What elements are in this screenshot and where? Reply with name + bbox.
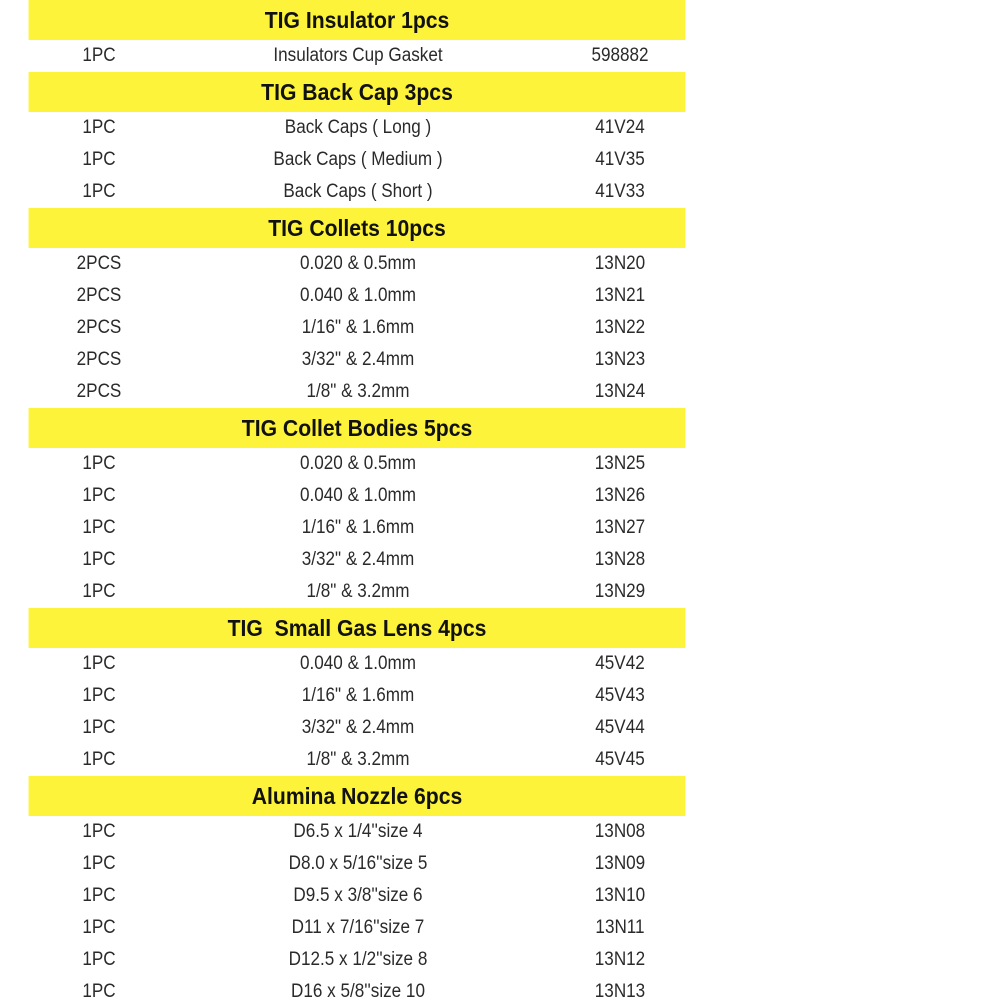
table-row: [0, 880, 714, 912]
description-cell: 0.020 & 0.5mm: [300, 453, 416, 474]
table-row: [0, 512, 714, 544]
part-code-cell: 13N20: [594, 253, 646, 274]
table-row: [0, 248, 714, 280]
table-row: [0, 376, 714, 408]
description-cell: 1/16" & 1.6mm: [301, 317, 415, 338]
quantity-cell: 1PC: [82, 821, 116, 842]
description-cell: D8.0 x 5/16''size 5: [288, 853, 428, 874]
quantity-cell: 1PC: [82, 981, 116, 1002]
quantity-cell: 1PC: [82, 853, 116, 874]
quantity-cell: 1PC: [82, 117, 116, 138]
section-header: TIG Collet Bodies 5pcs: [29, 408, 686, 448]
section-alumina-nozzle: [0, 776, 714, 1008]
quantity-cell: 2PCS: [76, 381, 122, 402]
quantity-cell: 1PC: [82, 685, 116, 706]
quantity-cell: 1PC: [82, 485, 116, 506]
table-row: [0, 448, 714, 480]
quantity-cell: 1PC: [82, 653, 116, 674]
section-tig-insulator: [0, 0, 714, 72]
part-code-cell: 45V43: [595, 685, 645, 706]
table-row: [0, 144, 714, 176]
description-cell: D9.5 x 3/8''size 6: [293, 885, 423, 906]
part-code-cell: 13N25: [594, 453, 646, 474]
quantity-cell: 1PC: [82, 549, 116, 570]
part-code-cell: 13N11: [595, 917, 645, 938]
description-cell: 1/8" & 3.2mm: [306, 381, 410, 402]
quantity-cell: 1PC: [82, 453, 116, 474]
part-code-cell: 41V35: [595, 149, 645, 170]
description-cell: Back Caps ( Short ): [283, 181, 433, 202]
description-cell: D16 x 5/8''size 10: [291, 981, 425, 1002]
quantity-cell: 2PCS: [76, 253, 122, 274]
section-tig-collet-bodies: [0, 408, 714, 608]
description-cell: 1/16" & 1.6mm: [301, 685, 415, 706]
table-row: [0, 344, 714, 376]
section-tig-collets: [0, 208, 714, 408]
quantity-cell: 1PC: [82, 717, 116, 738]
description-cell: Back Caps ( Long ): [284, 117, 432, 138]
description-cell: Insulators Cup Gasket: [273, 45, 443, 66]
part-code-cell: 13N26: [594, 485, 646, 506]
description-cell: 0.020 & 0.5mm: [300, 253, 416, 274]
part-code-cell: 13N29: [594, 581, 646, 602]
section-header: TIG Insulator 1pcs: [29, 0, 686, 40]
table-row: [0, 112, 714, 144]
part-code-cell: 13N24: [594, 381, 646, 402]
table-row: [0, 712, 714, 744]
section-header: Alumina Nozzle 6pcs: [29, 776, 686, 816]
part-code-cell: 13N28: [594, 549, 646, 570]
part-code-cell: 13N21: [594, 285, 646, 306]
part-code-cell: 598882: [591, 45, 649, 66]
quantity-cell: 2PCS: [76, 317, 122, 338]
part-code-cell: 13N09: [594, 853, 646, 874]
quantity-cell: 1PC: [82, 917, 116, 938]
section-header: TIG Small Gas Lens 4pcs: [29, 608, 686, 648]
table-row: [0, 944, 714, 976]
description-cell: 3/32" & 2.4mm: [301, 549, 415, 570]
description-cell: 0.040 & 1.0mm: [300, 285, 416, 306]
part-code-cell: 45V45: [595, 749, 645, 770]
table-row: [0, 176, 714, 208]
quantity-cell: 1PC: [82, 45, 116, 66]
quantity-cell: 1PC: [82, 149, 116, 170]
quantity-cell: 1PC: [82, 581, 116, 602]
table-row: [0, 576, 714, 608]
table-row: [0, 744, 714, 776]
quantity-cell: 1PC: [82, 181, 116, 202]
section-header: TIG Back Cap 3pcs: [29, 72, 686, 112]
description-cell: 3/32" & 2.4mm: [301, 717, 415, 738]
part-code-cell: 13N13: [594, 981, 646, 1002]
table-row: [0, 480, 714, 512]
part-code-cell: 13N27: [594, 517, 646, 538]
table-row: [0, 912, 714, 944]
section-tig-back-cap: [0, 72, 714, 208]
part-code-cell: 13N10: [594, 885, 646, 906]
quantity-cell: 1PC: [82, 949, 116, 970]
part-code-cell: 45V42: [595, 653, 645, 674]
description-cell: D11 x 7/16''size 7: [291, 917, 425, 938]
quantity-cell: 1PC: [82, 517, 116, 538]
table-row: [0, 680, 714, 712]
description-cell: Back Caps ( Medium ): [273, 149, 443, 170]
part-code-cell: 13N08: [594, 821, 646, 842]
table-row: [0, 280, 714, 312]
quantity-cell: 2PCS: [76, 349, 122, 370]
section-header: TIG Collets 10pcs: [29, 208, 686, 248]
table-row: [0, 848, 714, 880]
quantity-cell: 1PC: [82, 749, 116, 770]
description-cell: D6.5 x 1/4''size 4: [293, 821, 423, 842]
quantity-cell: 1PC: [82, 885, 116, 906]
description-cell: 1/8" & 3.2mm: [306, 581, 410, 602]
part-code-cell: 13N23: [594, 349, 646, 370]
description-cell: 1/16" & 1.6mm: [301, 517, 415, 538]
description-cell: 3/32" & 2.4mm: [301, 349, 415, 370]
quantity-cell: 2PCS: [76, 285, 122, 306]
part-code-cell: 45V44: [595, 717, 645, 738]
table-row: [0, 544, 714, 576]
description-cell: 1/8" & 3.2mm: [306, 749, 410, 770]
table-row: [0, 976, 714, 1008]
part-code-cell: 41V33: [595, 181, 645, 202]
table-row: [0, 648, 714, 680]
section-tig-small-gas-lens: [0, 608, 714, 776]
table-row: [0, 816, 714, 848]
description-cell: 0.040 & 1.0mm: [300, 653, 416, 674]
part-code-cell: 13N12: [594, 949, 646, 970]
description-cell: 0.040 & 1.0mm: [300, 485, 416, 506]
part-code-cell: 13N22: [594, 317, 646, 338]
part-code-cell: 41V24: [595, 117, 645, 138]
table-row: [0, 312, 714, 344]
description-cell: D12.5 x 1/2''size 8: [288, 949, 428, 970]
table-row: [0, 40, 714, 72]
